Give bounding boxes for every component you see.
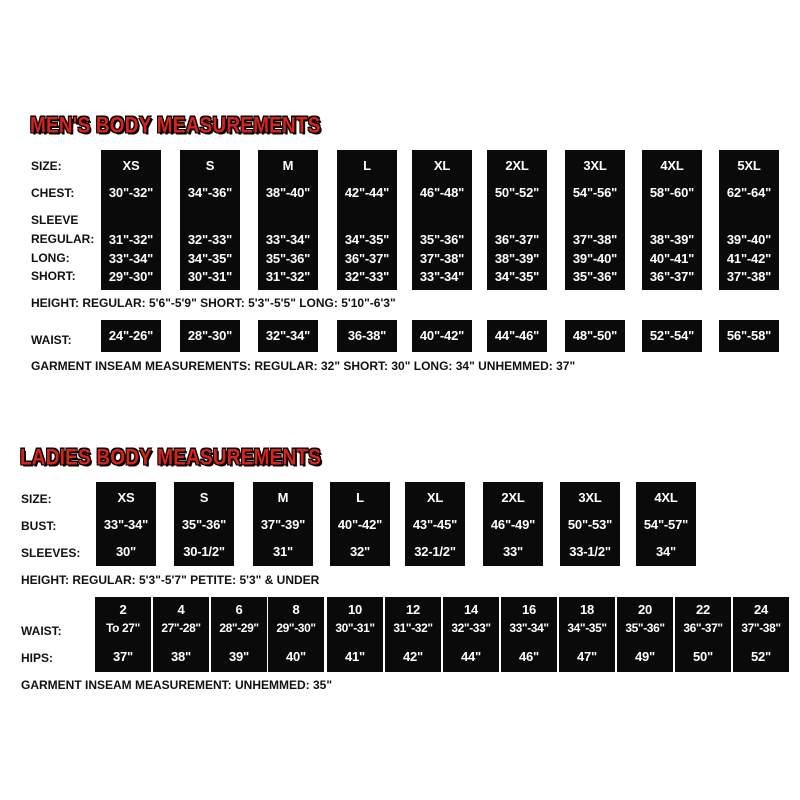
ladies-numeric-size-column [211, 597, 267, 672]
mens-inseam-line: GARMENT INSEAM MEASUREMENTS: REGULAR: 32" SHORT: 30" LONG: 34" UNHEMMED: 37" [31, 359, 576, 373]
mens-height-line: HEIGHT: REGULAR: 5'6"-5'9" SHORT: 5'3"-5'5" LONG: 5'10"-6'3" [31, 296, 396, 310]
ladies-hips-value: 47" [576, 649, 598, 664]
mens-sleeve-regular-value: 38"-39" [649, 232, 695, 247]
ladies-section-title: LADIES BODY MEASUREMENTS [20, 446, 322, 471]
mens-sleeve-regular-value: 36"-37" [494, 232, 540, 247]
ladies-numeric-size-value: 14 [463, 602, 479, 617]
ladies-size-column [174, 482, 234, 566]
mens-waist-value: 32"-34" [265, 328, 311, 343]
mens-waist-box [719, 320, 779, 352]
ladies-bust-value: 33"-34" [103, 517, 149, 532]
mens-chest-label: CHEST: [31, 186, 75, 200]
mens-waist-label: WAIST: [31, 333, 72, 347]
ladies-inseam-line: GARMENT INSEAM MEASUREMENT: UNHEMMED: 35" [21, 678, 333, 692]
ladies-hips-value: 42" [402, 649, 424, 664]
mens-size-value: 4XL [660, 158, 684, 173]
mens-chest-value: 62"-64" [726, 185, 772, 200]
mens-size-column [719, 150, 779, 290]
ladies-bust-value: 50"-53" [567, 517, 613, 532]
ladies-size-value: L [356, 490, 364, 505]
ladies-size-column [405, 482, 465, 566]
mens-sleeve-long-value: 39"-40" [572, 251, 618, 266]
mens-sleeve-long-label: LONG: [31, 251, 70, 265]
ladies-numeric-size-value: 24 [753, 602, 769, 617]
mens-sleeve-label: SLEEVE [31, 213, 79, 227]
mens-sleeve-short-value: 30"-31" [187, 269, 233, 284]
ladies-size-column [483, 482, 543, 566]
mens-chest-value: 42"-44" [344, 185, 390, 200]
ladies-numeric-size-column [95, 597, 151, 672]
ladies-size-value: XS [117, 490, 135, 505]
ladies-numeric-size-value: 4 [177, 602, 185, 617]
mens-section-title: MEN'S BODY MEASUREMENTS [30, 114, 321, 139]
ladies-numeric-size-column [385, 597, 441, 672]
ladies-waist-value: 36"-37" [683, 621, 723, 635]
mens-waist-value: 36-38" [347, 328, 387, 343]
mens-waist-value: 44"-46" [494, 328, 540, 343]
ladies-hips-value: 39" [228, 649, 250, 664]
mens-waist-box [258, 320, 318, 352]
mens-size-value: 2XL [505, 158, 529, 173]
mens-sleeve-long-value: 36"-37" [344, 251, 390, 266]
mens-sleeve-short-value: 37"-38" [726, 269, 772, 284]
ladies-hips-value: 40" [285, 649, 307, 664]
ladies-size-value: 4XL [654, 490, 678, 505]
ladies-size-value: M [277, 490, 289, 505]
ladies-sleeves-value: 31" [272, 544, 294, 559]
mens-sleeve-regular-value: 39"-40" [726, 232, 772, 247]
mens-chest-value: 46"-48" [419, 185, 465, 200]
mens-sleeve-long-value: 37"-38" [419, 251, 465, 266]
ladies-size-label: SIZE: [21, 492, 52, 506]
mens-waist-value: 52"-54" [649, 328, 695, 343]
ladies-hips-value: 50" [692, 649, 714, 664]
mens-size-column [101, 150, 161, 290]
ladies-sleeves-label: SLEEVES: [21, 546, 81, 560]
mens-chest-value: 30"-32" [108, 185, 154, 200]
ladies-waist-value: 30"-31" [335, 621, 375, 635]
mens-sleeve-long-value: 41"-42" [726, 251, 772, 266]
ladies-size-value: 3XL [578, 490, 602, 505]
ladies-sleeves-value: 32-1/2" [414, 544, 456, 559]
mens-waist-box [487, 320, 547, 352]
ladies-hips-value: 52" [750, 649, 772, 664]
ladies-waist-value: 33"-34" [509, 621, 549, 635]
ladies-hips-value: 38" [170, 649, 192, 664]
ladies-hips-value: 44" [460, 649, 482, 664]
ladies-numeric-size-column [675, 597, 731, 672]
mens-size-value: M [282, 158, 294, 173]
mens-size-value: 5XL [737, 158, 761, 173]
ladies-size-column [560, 482, 620, 566]
ladies-numeric-size-value: 22 [695, 602, 711, 617]
mens-waist-value: 24"-26" [108, 328, 154, 343]
ladies-waist-value: To 27" [106, 621, 140, 635]
ladies-size-column [96, 482, 156, 566]
mens-sleeve-short-label: SHORT: [31, 269, 76, 283]
mens-size-column [180, 150, 240, 290]
mens-sleeve-regular-value: 32"-33" [187, 232, 233, 247]
mens-sleeve-regular-value: 37"-38" [572, 232, 618, 247]
ladies-hips-label: HIPS: [21, 651, 54, 665]
mens-size-label: SIZE: [31, 159, 62, 173]
mens-chest-value: 50"-52" [494, 185, 540, 200]
mens-sleeve-long-value: 35"-36" [265, 251, 311, 266]
ladies-numeric-size-column [617, 597, 673, 672]
ladies-waist-value: 29"-30" [276, 621, 316, 635]
ladies-numeric-size-value: 18 [579, 602, 595, 617]
ladies-size-value: 2XL [501, 490, 525, 505]
mens-sleeve-long-value: 40"-41" [649, 251, 695, 266]
ladies-numeric-size-column [443, 597, 499, 672]
mens-sleeve-regular-value: 34"-35" [344, 232, 390, 247]
ladies-sleeves-value: 33-1/2" [569, 544, 611, 559]
ladies-height-line: HEIGHT: REGULAR: 5'3"-5'7" PETITE: 5'3" & UNDER [21, 573, 320, 587]
ladies-hips-value: 41" [344, 649, 366, 664]
ladies-sleeves-value: 32" [349, 544, 371, 559]
mens-sleeve-long-value: 33"-34" [108, 251, 154, 266]
mens-chest-value: 38"-40" [265, 185, 311, 200]
ladies-waist-label: WAIST: [21, 624, 62, 638]
ladies-sleeves-value: 30-1/2" [183, 544, 225, 559]
mens-sleeve-regular-value: 33"-34" [265, 232, 311, 247]
mens-chest-value: 54"-56" [572, 185, 618, 200]
mens-size-value: L [363, 158, 371, 173]
mens-sleeve-short-value: 36"-37" [649, 269, 695, 284]
ladies-bust-value: 35"-36" [181, 517, 227, 532]
mens-sleeve-regular-label: REGULAR: [31, 232, 95, 246]
ladies-numeric-size-value: 12 [405, 602, 421, 617]
mens-sleeve-regular-value: 35"-36" [419, 232, 465, 247]
mens-size-column [487, 150, 547, 290]
ladies-hips-value: 37" [112, 649, 134, 664]
ladies-bust-value: 54"-57" [643, 517, 689, 532]
ladies-waist-value: 27"-28" [161, 621, 201, 635]
ladies-numeric-size-value: 20 [637, 602, 653, 617]
mens-waist-value: 28"-30" [187, 328, 233, 343]
mens-size-column [412, 150, 472, 290]
ladies-waist-value: 31"-32" [393, 621, 433, 635]
ladies-hips-value: 49" [634, 649, 656, 664]
ladies-sleeves-value: 34" [655, 544, 677, 559]
ladies-waist-value: 35"-36" [625, 621, 665, 635]
ladies-bust-value: 43"-45" [412, 517, 458, 532]
mens-size-value: 3XL [583, 158, 607, 173]
mens-waist-box [337, 320, 397, 352]
mens-sleeve-long-value: 34"-35" [187, 251, 233, 266]
mens-chest-value: 34"-36" [187, 185, 233, 200]
ladies-hips-value: 46" [518, 649, 540, 664]
ladies-numeric-size-value: 16 [521, 602, 537, 617]
ladies-bust-value: 37"-39" [260, 517, 306, 532]
ladies-size-value: XL [426, 490, 444, 505]
mens-sleeve-short-value: 31"-32" [265, 269, 311, 284]
ladies-numeric-size-column [327, 597, 383, 672]
ladies-waist-value: 34"-35" [567, 621, 607, 635]
mens-waist-value: 40"-42" [419, 328, 465, 343]
ladies-sleeves-value: 33" [502, 544, 524, 559]
ladies-bust-label: BUST: [21, 519, 57, 533]
ladies-size-column [636, 482, 696, 566]
ladies-bust-value: 46"-49" [490, 517, 536, 532]
mens-waist-value: 48"-50" [572, 328, 618, 343]
mens-waist-box [642, 320, 702, 352]
ladies-waist-value: 37"-38" [741, 621, 781, 635]
mens-waist-box [565, 320, 625, 352]
ladies-numeric-size-column [268, 597, 324, 672]
ladies-numeric-size-column [153, 597, 209, 672]
ladies-numeric-size-value: 2 [119, 602, 127, 617]
ladies-size-value: S [199, 490, 209, 505]
ladies-size-column [330, 482, 390, 566]
ladies-numeric-size-value: 6 [235, 602, 243, 617]
mens-size-column [565, 150, 625, 290]
ladies-waist-value: 32"-33" [451, 621, 491, 635]
ladies-size-column [253, 482, 313, 566]
ladies-numeric-size-column [733, 597, 789, 672]
ladies-numeric-size-value: 8 [292, 602, 300, 617]
mens-sleeve-regular-value: 31"-32" [108, 232, 154, 247]
ladies-bust-value: 40"-42" [337, 517, 383, 532]
mens-waist-value: 56"-58" [726, 328, 772, 343]
ladies-waist-value: 28"-29" [219, 621, 259, 635]
mens-sleeve-short-value: 32"-33" [344, 269, 390, 284]
mens-waist-box [101, 320, 161, 352]
mens-size-value: S [205, 158, 215, 173]
mens-waist-box [412, 320, 472, 352]
mens-size-value: XL [433, 158, 451, 173]
mens-sleeve-short-value: 29"-30" [108, 269, 154, 284]
mens-sleeve-short-value: 34"-35" [494, 269, 540, 284]
mens-size-column [258, 150, 318, 290]
ladies-numeric-size-column [559, 597, 615, 672]
mens-sleeve-short-value: 35"-36" [572, 269, 618, 284]
mens-sleeve-long-value: 38"-39" [494, 251, 540, 266]
mens-sleeve-short-value: 33"-34" [419, 269, 465, 284]
ladies-numeric-size-value: 10 [347, 602, 363, 617]
mens-size-value: XS [122, 158, 140, 173]
mens-size-column [642, 150, 702, 290]
ladies-sleeves-value: 30" [115, 544, 137, 559]
mens-size-column [337, 150, 397, 290]
mens-waist-box [180, 320, 240, 352]
mens-chest-value: 58"-60" [649, 185, 695, 200]
ladies-numeric-size-column [501, 597, 557, 672]
